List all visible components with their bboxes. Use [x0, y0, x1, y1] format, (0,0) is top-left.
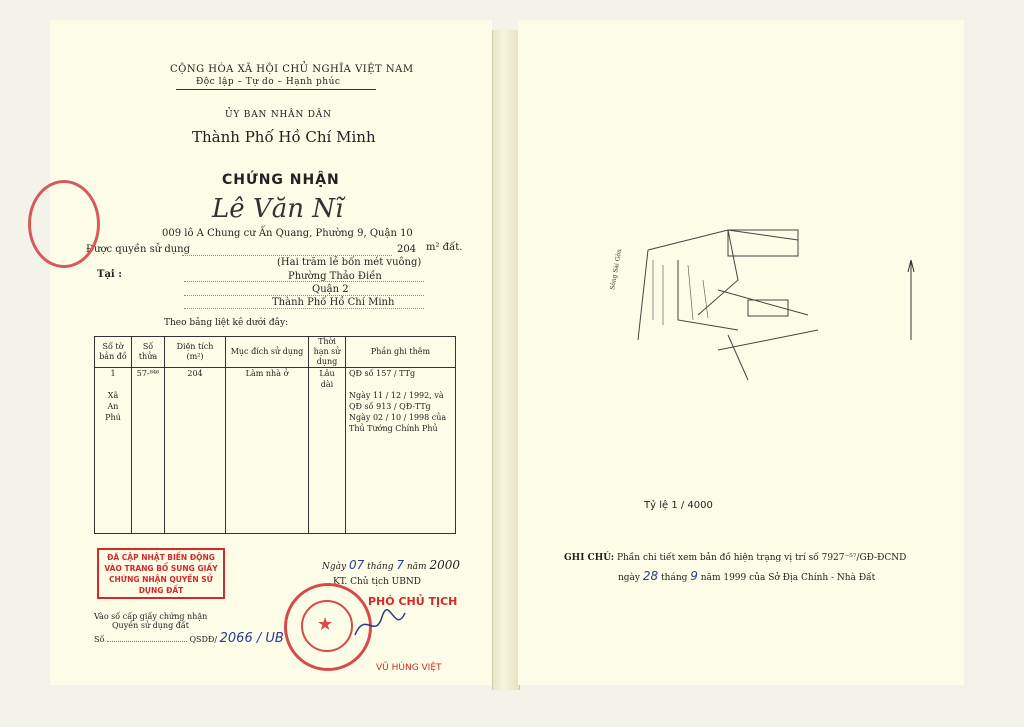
land-right-label: Được quyền sử dụng	[86, 244, 191, 255]
area-in-words: (Hai trăm lẻ bốn mét vuông)	[277, 257, 422, 268]
signer-name: VŨ HÙNG VIỆT	[376, 663, 442, 673]
date-month: 7	[396, 558, 404, 572]
date-year-label: năm	[406, 562, 427, 572]
table-cell	[132, 412, 165, 423]
col-header: Phần ghi thêm	[346, 337, 456, 368]
area-value: 204	[397, 244, 417, 255]
register-line: Quyền sử dụng đất	[112, 621, 189, 630]
table-cell: An	[95, 401, 132, 412]
issuer: ỦY BAN NHÂN DÂN	[225, 110, 332, 120]
table-row	[95, 401, 456, 412]
table-cell	[95, 522, 132, 534]
table-cell	[226, 445, 309, 456]
table-cell	[165, 390, 226, 401]
date-prefix: Ngày	[322, 562, 347, 572]
update-stamp: ĐÃ CẬP NHẬT BIẾN ĐỘNG VÀO TRANG BỔ SUNG GIẤY CHỨNG NHẬN QUYỀN SỬ DỤNG ĐẤT	[97, 548, 225, 599]
table-cell	[132, 423, 165, 434]
table-cell	[346, 456, 456, 467]
table-cell	[165, 522, 226, 534]
table-cell: QĐ số 913 / QĐ-TTg	[346, 401, 456, 412]
table-cell	[165, 467, 226, 478]
table-cell	[226, 500, 309, 511]
register-prefix: Số	[94, 635, 105, 644]
table-cell	[309, 390, 346, 401]
table-row	[95, 368, 456, 391]
map-scale: Tỷ lệ 1 / 4000	[644, 500, 713, 511]
note-day: 28	[642, 569, 659, 583]
table-cell	[95, 511, 132, 522]
table-cell	[309, 445, 346, 456]
left-page	[50, 20, 492, 685]
table-cell	[346, 511, 456, 522]
table-cell: Lâu dài	[309, 368, 346, 391]
table-cell	[132, 478, 165, 489]
table-cell	[95, 445, 132, 456]
table-cell	[309, 412, 346, 423]
note-suffix: của Sở Địa Chính - Nhà Đất	[749, 573, 876, 583]
table-cell	[309, 478, 346, 489]
table-cell	[165, 401, 226, 412]
col-header: Số tờ bản đồ	[95, 337, 132, 368]
table-row	[95, 489, 456, 500]
col-header: Thời hạn sử dụng	[309, 337, 346, 368]
follow-text: Theo bảng liệt kê dưới đây:	[164, 318, 289, 328]
dotted-line	[184, 295, 424, 296]
table-cell	[95, 467, 132, 478]
map-note-date	[618, 569, 875, 583]
map-street-label: Sông Sài Gòn	[609, 248, 624, 291]
issuer-city: Thành Phố Hồ Chí Minh	[192, 128, 376, 146]
table-cell	[309, 522, 346, 534]
table-cell: Ngày 02 / 10 / 1998 của	[346, 412, 456, 423]
table-cell	[226, 434, 309, 445]
holder-address: 009 lô A Chung cư Ấn Quang, Phường 9, Quận 10	[162, 228, 413, 239]
table-cell	[132, 456, 165, 467]
certificate-title: CHỨNG NHẬN	[222, 172, 340, 188]
table-body	[95, 368, 456, 534]
table-cell	[309, 511, 346, 522]
table-cell: QĐ số 157 / TTg	[346, 368, 456, 391]
table-cell	[165, 500, 226, 511]
table-cell	[346, 500, 456, 511]
table-cell: Phú	[95, 412, 132, 423]
col-header: Số thửa	[132, 337, 165, 368]
table-cell	[309, 423, 346, 434]
note-label: GHI CHÚ:	[564, 553, 615, 563]
table-cell	[165, 456, 226, 467]
register-mid: QSDĐ/	[189, 635, 218, 644]
dotted-line	[184, 308, 424, 309]
register-number-line	[94, 631, 284, 646]
table-row	[95, 412, 456, 423]
map-note	[564, 553, 906, 563]
table-cell: 57-⁸⁴⁶	[132, 368, 165, 391]
right-page	[518, 20, 964, 685]
table-cell	[132, 434, 165, 445]
table-cell	[165, 489, 226, 500]
table-cell	[226, 456, 309, 467]
table-cell	[132, 489, 165, 500]
date-day: 07	[348, 558, 365, 572]
table-cell: Xã	[95, 390, 132, 401]
note-year-label: năm	[700, 573, 721, 583]
table-row	[95, 456, 456, 467]
note-month: 9	[690, 569, 698, 583]
table-row	[95, 511, 456, 522]
table-row	[95, 478, 456, 489]
holder-name: Lê Văn Nĩ	[212, 194, 344, 224]
table-cell	[309, 467, 346, 478]
book-spine	[492, 30, 520, 690]
land-map	[609, 220, 818, 390]
table-cell	[226, 522, 309, 534]
land-table	[94, 336, 456, 534]
table-row	[95, 522, 456, 534]
seal-icon	[28, 180, 100, 268]
table-row	[95, 500, 456, 511]
table-cell	[346, 467, 456, 478]
table-cell	[309, 434, 346, 445]
vice-chairman-stamp: PHÓ CHỦ TỊCH	[368, 595, 458, 608]
table-cell	[226, 478, 309, 489]
table-cell	[346, 489, 456, 500]
table-cell	[226, 489, 309, 500]
area-unit: m² đất.	[426, 242, 463, 253]
motto: Độc lập – Tự do – Hạnh phúc	[196, 77, 341, 87]
table-cell	[132, 401, 165, 412]
table-row	[95, 390, 456, 401]
note-date-prefix: ngày	[618, 573, 641, 583]
note-month-label: tháng	[661, 573, 688, 583]
register-line: Vào số cấp giấy chứng nhận	[94, 612, 208, 621]
col-header: Mục đích sử dụng	[226, 337, 309, 368]
star-icon: ★	[317, 614, 334, 635]
table-cell	[346, 522, 456, 534]
table-cell	[309, 456, 346, 467]
table-cell	[346, 445, 456, 456]
table-cell	[346, 434, 456, 445]
table-cell	[226, 401, 309, 412]
table-cell	[132, 390, 165, 401]
table-cell	[95, 478, 132, 489]
date-year: 2000	[429, 558, 460, 572]
note-text: Phần chi tiết xem bản đồ hiện trạng vị trí số 7927⁻⁵⁷/GĐ-ĐCND	[616, 553, 907, 563]
table-row	[95, 445, 456, 456]
table-cell	[95, 434, 132, 445]
register-number: 2066 / UB	[219, 631, 284, 646]
table-cell	[165, 445, 226, 456]
table-cell	[95, 423, 132, 434]
table-cell	[165, 412, 226, 423]
table-cell	[309, 489, 346, 500]
table-row	[95, 467, 456, 478]
register-blank	[107, 641, 187, 642]
table-cell	[132, 511, 165, 522]
table-row	[95, 423, 456, 434]
table-cell	[95, 456, 132, 467]
table-cell	[165, 478, 226, 489]
north-arrow-icon	[904, 260, 918, 340]
date-month-label: tháng	[367, 562, 394, 572]
table-cell: 1	[95, 368, 132, 391]
table-cell	[226, 467, 309, 478]
table-cell	[309, 401, 346, 412]
table-cell	[165, 434, 226, 445]
table-cell	[132, 500, 165, 511]
table-cell	[165, 423, 226, 434]
table-cell: Ngày 11 / 12 / 1992, và	[346, 390, 456, 401]
col-header: Diện tích (m²)	[165, 337, 226, 368]
table-cell	[95, 500, 132, 511]
table-cell	[346, 478, 456, 489]
signer-title: KT. Chủ tịch UBND	[333, 577, 421, 587]
ward: Phường Thảo Điền	[288, 271, 382, 282]
header-divider	[176, 89, 376, 90]
table-cell	[226, 412, 309, 423]
table-cell	[226, 423, 309, 434]
country-header: CỘNG HÒA XÃ HỘI CHỦ NGHĨA VIỆT NAM	[170, 64, 414, 75]
city: Thành Phố Hồ Chí Minh	[272, 297, 395, 308]
table-cell	[226, 511, 309, 522]
table-cell	[226, 390, 309, 401]
table-header-row	[95, 337, 456, 368]
table-cell: Làm nhà ở	[226, 368, 309, 391]
table-cell: 204	[165, 368, 226, 391]
table-row	[95, 434, 456, 445]
table-cell	[132, 445, 165, 456]
district: Quận 2	[312, 284, 349, 295]
table-cell: Thủ Tướng Chính Phủ	[346, 423, 456, 434]
table-cell	[95, 489, 132, 500]
location-label: Tại :	[97, 269, 122, 280]
issue-date	[322, 558, 460, 572]
note-year: 1999	[723, 573, 747, 583]
dotted-line	[182, 255, 392, 256]
signature-icon	[350, 605, 410, 645]
table-cell	[132, 467, 165, 478]
table-cell	[309, 500, 346, 511]
table-cell	[132, 522, 165, 534]
table-cell	[165, 511, 226, 522]
